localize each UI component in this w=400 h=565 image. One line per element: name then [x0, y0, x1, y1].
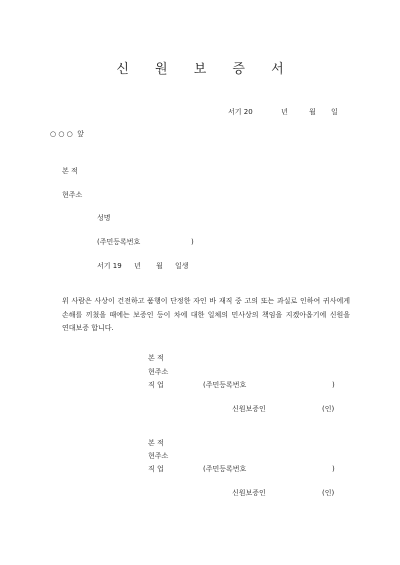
document-title: 신 원 보 증 서: [116, 62, 295, 77]
guarantor-job-label: 직 업: [148, 465, 164, 473]
date-year-label: 년: [281, 108, 288, 116]
guarantor-seal-label: (인): [322, 405, 335, 413]
guarantor-domicile-label: 본 적: [148, 439, 164, 447]
principal-id-label: (주민등록번호: [97, 238, 141, 246]
birth-month-label: 월: [156, 262, 163, 270]
guarantor-id-label: (주민등록번호: [203, 465, 247, 473]
birth-day-label: 일생: [175, 262, 189, 270]
guarantee-statement: 위 사람은 사상이 건전하고 품행이 단정한 자인 바 재직 중 고의 또는 과실로 인하여 귀사에게 손해를 끼쳤을 때에는 보증인 등이 차에 대한 일체의 민사상의 책임을 지겠아옵기에 신원을 연대보증 합니다.: [62, 297, 350, 332]
birth-era: 서기 19: [97, 262, 122, 270]
principal-id-close: ): [191, 238, 194, 246]
date-era: 서기 20: [228, 108, 253, 116]
guarantor-signer-label: 신원보증인: [232, 405, 266, 413]
guarantor-id-label: (주민등록번호: [203, 381, 247, 389]
addressee: ○ ○ ○ 앞: [50, 130, 84, 138]
guarantor-signer-label: 신원보증인: [232, 489, 266, 497]
guarantor-id-close: ): [332, 381, 335, 389]
principal-address-label: 현주소: [62, 191, 83, 199]
guarantor-address-label: 현주소: [148, 452, 169, 460]
guarantor-address-label: 현주소: [148, 368, 169, 376]
guarantor-job-label: 직 업: [148, 381, 164, 389]
date-day-label: 일: [331, 108, 338, 116]
guarantor-domicile-label: 본 적: [148, 354, 164, 362]
guarantor-id-close: ): [332, 465, 335, 473]
principal-name-label: 성명: [97, 214, 111, 222]
birth-year-label: 년: [134, 262, 141, 270]
guarantor-seal-label: (인): [322, 489, 335, 497]
principal-domicile-label: 본 적: [62, 167, 78, 175]
date-month-label: 월: [309, 108, 316, 116]
